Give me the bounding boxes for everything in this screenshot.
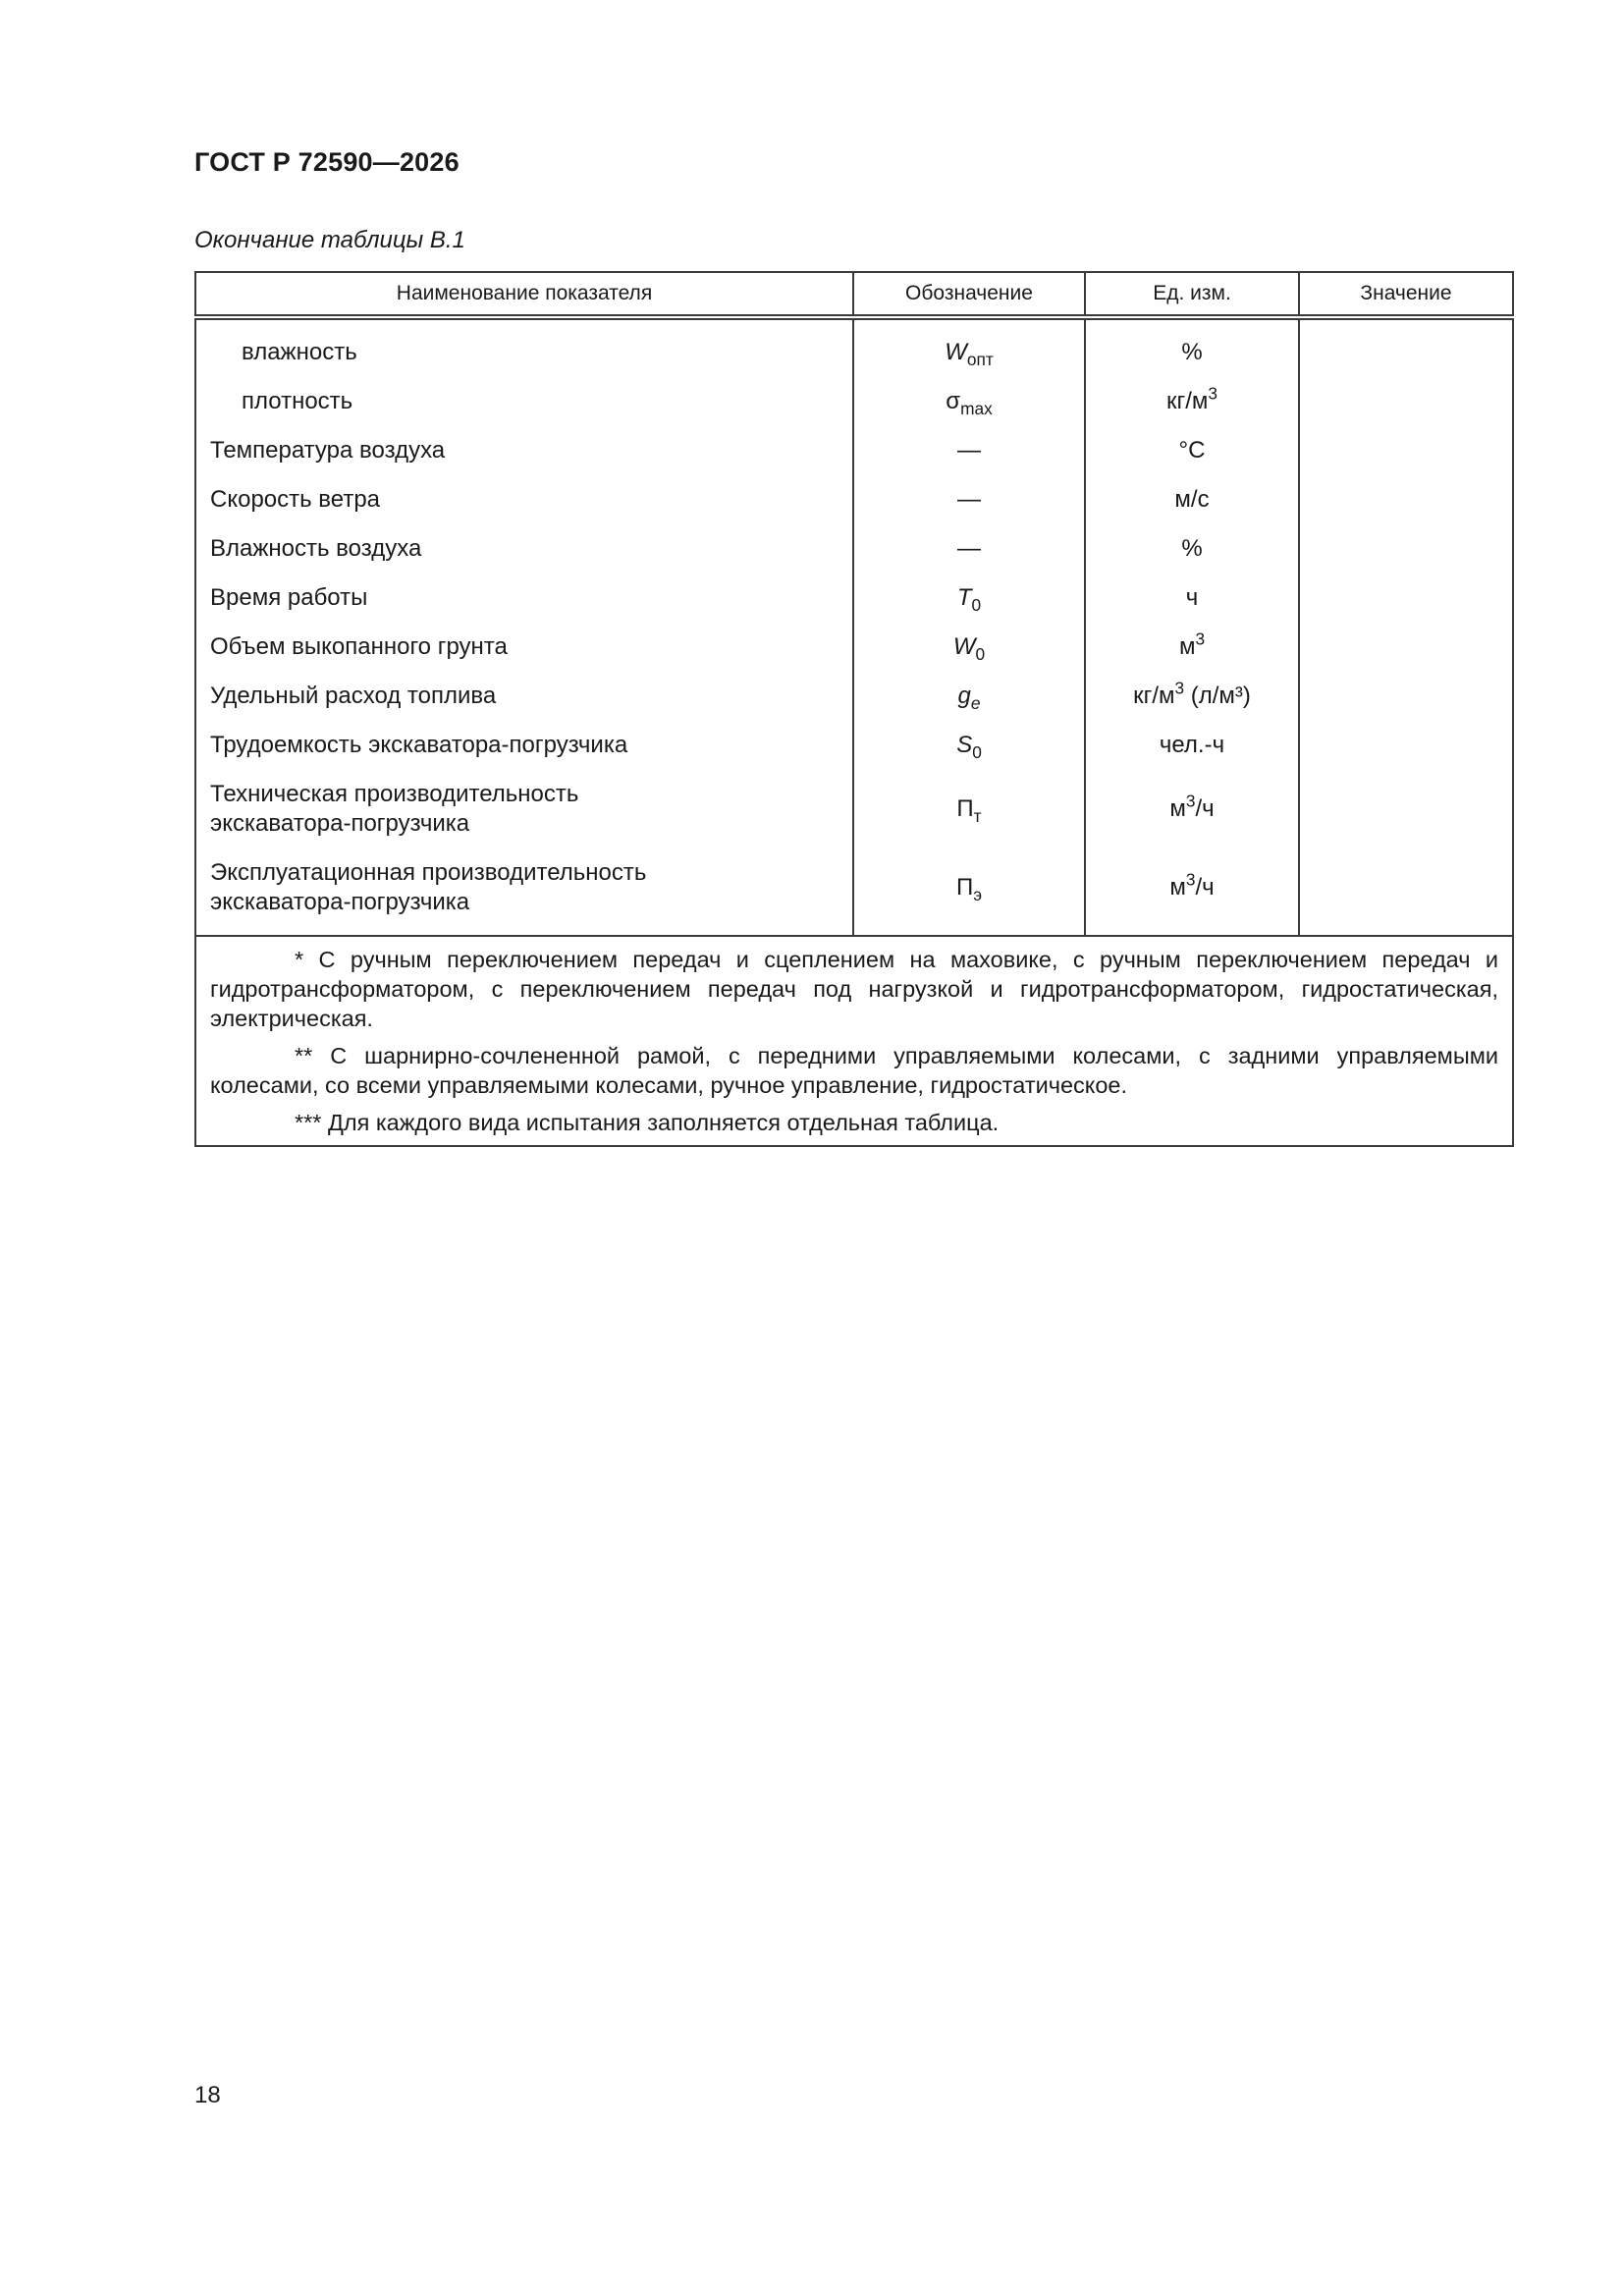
row-symbol: — <box>853 426 1085 475</box>
indicators-table <box>194 271 1514 1147</box>
table-row <box>195 377 1513 426</box>
row-symbol: $g_e$ <box>853 672 1085 721</box>
row-value <box>1299 623 1513 672</box>
row-value <box>1299 770 1513 848</box>
row-unit: $кг/м^3$ <box>1085 377 1299 426</box>
row-symbol: — <box>853 475 1085 524</box>
column-header-unit: Ед. изм. <box>1085 272 1299 317</box>
row-unit: % <box>1085 317 1299 377</box>
row-name: Влажность воздуха <box>195 524 853 574</box>
row-symbol: $W_{опт}$ <box>853 317 1085 377</box>
table-notes-row <box>195 936 1513 1146</box>
row-symbol: $T_0$ <box>853 574 1085 623</box>
table-row <box>195 848 1513 936</box>
row-name: Объем выкопанного грунта <box>195 623 853 672</box>
row-value <box>1299 848 1513 936</box>
table-notes <box>195 936 1513 1146</box>
table-row <box>195 426 1513 475</box>
table-row <box>195 524 1513 574</box>
row-name: Эксплуатационная производительность экскаватора-погрузчика <box>195 848 853 936</box>
table-b1-end <box>194 271 1512 1147</box>
row-unit: ч <box>1085 574 1299 623</box>
row-unit: $м^3/ч$ <box>1085 848 1299 936</box>
row-name: Температура воздуха <box>195 426 853 475</box>
row-name: Удельный расход топлива <box>195 672 853 721</box>
table-row <box>195 672 1513 721</box>
footnote-3: *** Для каждого вида испытания заполняется отдельная таблица. <box>295 1110 1000 1135</box>
column-header-name: Наименование показателя <box>195 272 853 317</box>
document-code: ГОСТ Р 72590—2026 <box>194 147 460 177</box>
row-symbol: $W_0$ <box>853 623 1085 672</box>
row-value <box>1299 672 1513 721</box>
row-unit: м/с <box>1085 475 1299 524</box>
table-row <box>195 770 1513 848</box>
row-symbol: $П_т$ <box>853 770 1085 848</box>
row-symbol: $S_0$ <box>853 721 1085 770</box>
footnote-1: * С ручным переключением передач и сцеплением на маховике, с ручным переключением передач и гидротрансформатором, с переключением передач под нагрузкой и гидротрансформатором, гидростатическая, электрическая. <box>210 947 1498 1031</box>
column-header-value: Значение <box>1299 272 1513 317</box>
table-row <box>195 574 1513 623</box>
row-value <box>1299 377 1513 426</box>
row-unit: $кг/м^3$ (л/м³) <box>1085 672 1299 721</box>
row-symbol: — <box>853 524 1085 574</box>
row-name: плотность <box>195 377 853 426</box>
row-unit: $м^3/ч$ <box>1085 770 1299 848</box>
row-value <box>1299 475 1513 524</box>
table-header-row <box>195 272 1513 317</box>
row-unit: °С <box>1085 426 1299 475</box>
row-name: Скорость ветра <box>195 475 853 524</box>
row-name: Трудоемкость экскаватора-погрузчика <box>195 721 853 770</box>
table-row <box>195 721 1513 770</box>
column-header-symbol: Обозначение <box>853 272 1085 317</box>
row-symbol: $П_э$ <box>853 848 1085 936</box>
page-number: 18 <box>194 2082 221 2108</box>
row-unit: % <box>1085 524 1299 574</box>
table-row <box>195 317 1513 377</box>
table-row <box>195 623 1513 672</box>
table-caption: Окончание таблицы В.1 <box>194 227 465 253</box>
row-value <box>1299 524 1513 574</box>
row-name: Техническая производительность экскаватора-погрузчика <box>195 770 853 848</box>
row-symbol: $\sigma_{max}$ <box>853 377 1085 426</box>
row-value <box>1299 574 1513 623</box>
row-value <box>1299 317 1513 377</box>
row-value <box>1299 721 1513 770</box>
row-name: влажность <box>195 317 853 377</box>
row-unit: $м^3$ <box>1085 623 1299 672</box>
row-unit: чел.-ч <box>1085 721 1299 770</box>
row-value <box>1299 426 1513 475</box>
table-row <box>195 475 1513 524</box>
footnote-2: ** С шарнирно-сочлененной рамой, с передними управляемыми колесами, с задними управляемыми колесами, со всеми управляемыми колесами, ручное управление, гидростатическое. <box>210 1043 1498 1098</box>
row-name: Время работы <box>195 574 853 623</box>
